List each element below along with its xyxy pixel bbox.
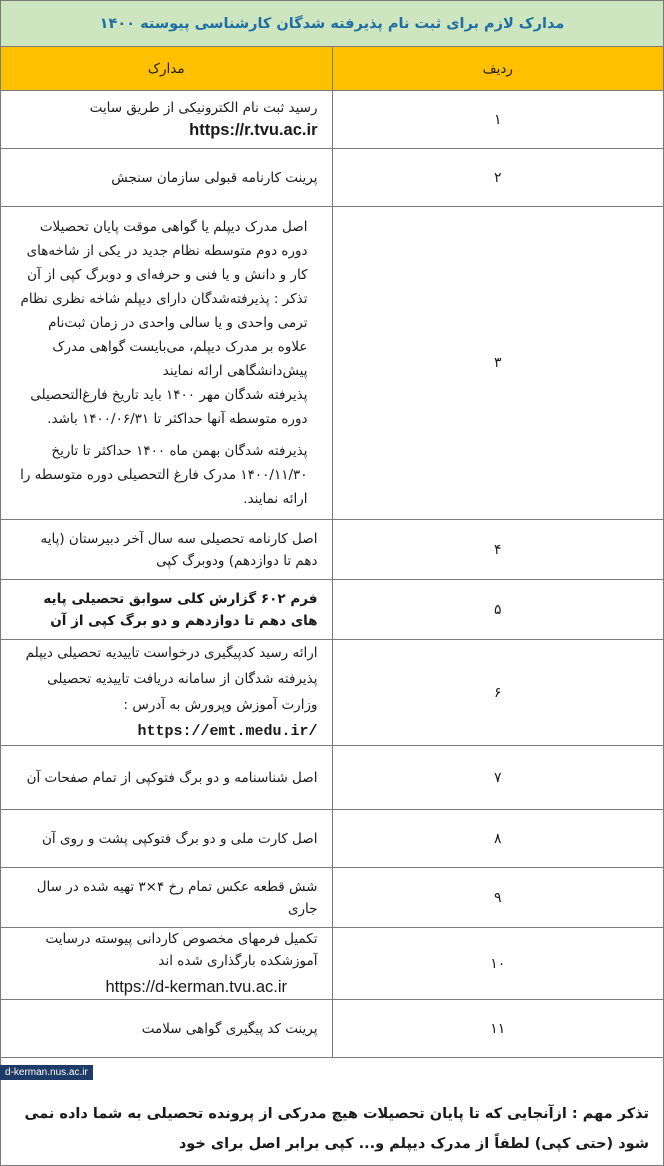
row-number: ۱	[332, 91, 664, 149]
row-description: رسید ثبت نام الکترونیکی از طریق سایت	[89, 100, 318, 116]
row-text	[1, 928, 333, 1000]
table-title: مدارک لازم برای ثبت نام پذیرفته شدگان کارشناسی پیوسته ۱۴۰۰	[1, 1, 664, 47]
row-number: ۹	[332, 868, 664, 928]
row-number: ۶	[332, 640, 664, 746]
row-paragraph-note: تذکر : پذیرفته‌شدگان دارای دیپلم شاخه نظری نظام ترمی واحدی و یا سالی واحدی در زمان ثبت‌نام علاوه بر مدرک دیپلم، می‌بایست گواهی مدرک پیش‌دانشگاهی ارائه نمایند	[20, 291, 308, 379]
table-row	[1, 520, 664, 580]
row-description: فرم ۶۰۲ گزارش کلی سوابق تحصیلی پایه های دهم تا دوازدهم و دو برگ کپی از آن	[1, 580, 333, 640]
row-number: ۸	[332, 810, 664, 868]
row-number: ۴	[332, 520, 664, 580]
row-number: ۷	[332, 746, 664, 810]
table-row	[1, 810, 664, 868]
row-paragraph-mehr: پذیرفته شدگان مهر ۱۴۰۰ باید تاریخ فارغ‌التحصیلی دوره متوسطه آنها حداکثر تا ۱۴۰۰/۰۶/۳۱ باشد.	[30, 387, 308, 427]
site-watermark: d-kerman.nus.ac.ir	[0, 1065, 93, 1080]
row-description: شش قطعه عکس تمام رخ ۴×۳ تهیه شده در سال جاری	[1, 868, 333, 928]
row-number: ۳	[332, 207, 664, 520]
header-documents: مدارک	[1, 47, 333, 91]
row-paragraph-diploma: اصل مدرک دیپلم یا گواهی موقت پایان تحصیلات دوره دوم متوسطه نظام جدید در یکی از شاخه‌های کار و دانش و یا فنی و حرفه‌ای و دوبرگ کپی از آن	[26, 219, 308, 283]
table-row	[1, 207, 664, 520]
table-row	[1, 640, 664, 746]
row-paragraph-bahman: پذیرفته شدگان بهمن ماه ۱۴۰۰ حداکثر تا تاریخ ۱۴۰۰/۱۱/۳۰ مدرک فارغ التحصیلی دوره متوسطه را ارائه نمایند.	[20, 443, 308, 507]
header-row-number: ردیف	[332, 47, 664, 91]
row-description: اصل شناسنامه و دو برگ فتوکپی از تمام صفحات آن	[1, 746, 333, 810]
row-number: ۱۰	[332, 928, 664, 1000]
row-number: ۵	[332, 580, 664, 640]
row-number: ۱۱	[332, 1000, 664, 1058]
row-text	[1, 207, 333, 520]
table-row	[1, 1000, 664, 1058]
row-number: ۲	[332, 149, 664, 207]
header-row	[1, 47, 664, 91]
row-description: ارائه رسید کدپیگیری درخواست تاییدیه تحصیلی دیپلم پذیرفته شدگان از سامانه دریافت تاییدیه تحصیلی وزارت آموزش وپرورش به آدرس :	[25, 645, 318, 713]
table-row	[1, 928, 664, 1000]
row-description: پرینت کد پیگیری گواهی سلامت	[1, 1000, 333, 1058]
kerman-link[interactable]: https://d-kerman.tvu.ac.ir	[105, 978, 288, 996]
row-text	[1, 640, 333, 746]
table-row	[1, 91, 664, 149]
table-row	[1, 868, 664, 928]
emt-link[interactable]: https://emt.medu.ir/	[137, 723, 318, 740]
row-description: پرینت کارنامه قبولی سازمان سنجش	[1, 149, 333, 207]
table-row	[1, 580, 664, 640]
important-note: تذکر مهم : ازآنجایی که تا پایان تحصیلات هیچ مدرکی از پرونده تحصیلی به شما داده نمی شود (حتی کپی) لطفاً از مدرک دیپلم و... کپی برابر اصل برای خود	[1, 1058, 664, 1166]
table-row	[1, 149, 664, 207]
row-text	[1, 91, 333, 149]
table-row	[1, 746, 664, 810]
row-description: اصل کارنامه تحصیلی سه سال آخر دبیرستان (پایه دهم تا دوازدهم) ودوبرگ کپی	[1, 520, 333, 580]
site-link[interactable]: https://r.tvu.ac.ir	[189, 121, 318, 139]
row-description: اصل کارت ملی و دو برگ فتوکپی پشت و روی آن	[1, 810, 333, 868]
row-description: تکمیل فرمهای مخصوص کاردانی پیوسته درسایت آموزشکده بارگذاری شده اند	[45, 931, 318, 969]
footer-row	[1, 1058, 664, 1166]
